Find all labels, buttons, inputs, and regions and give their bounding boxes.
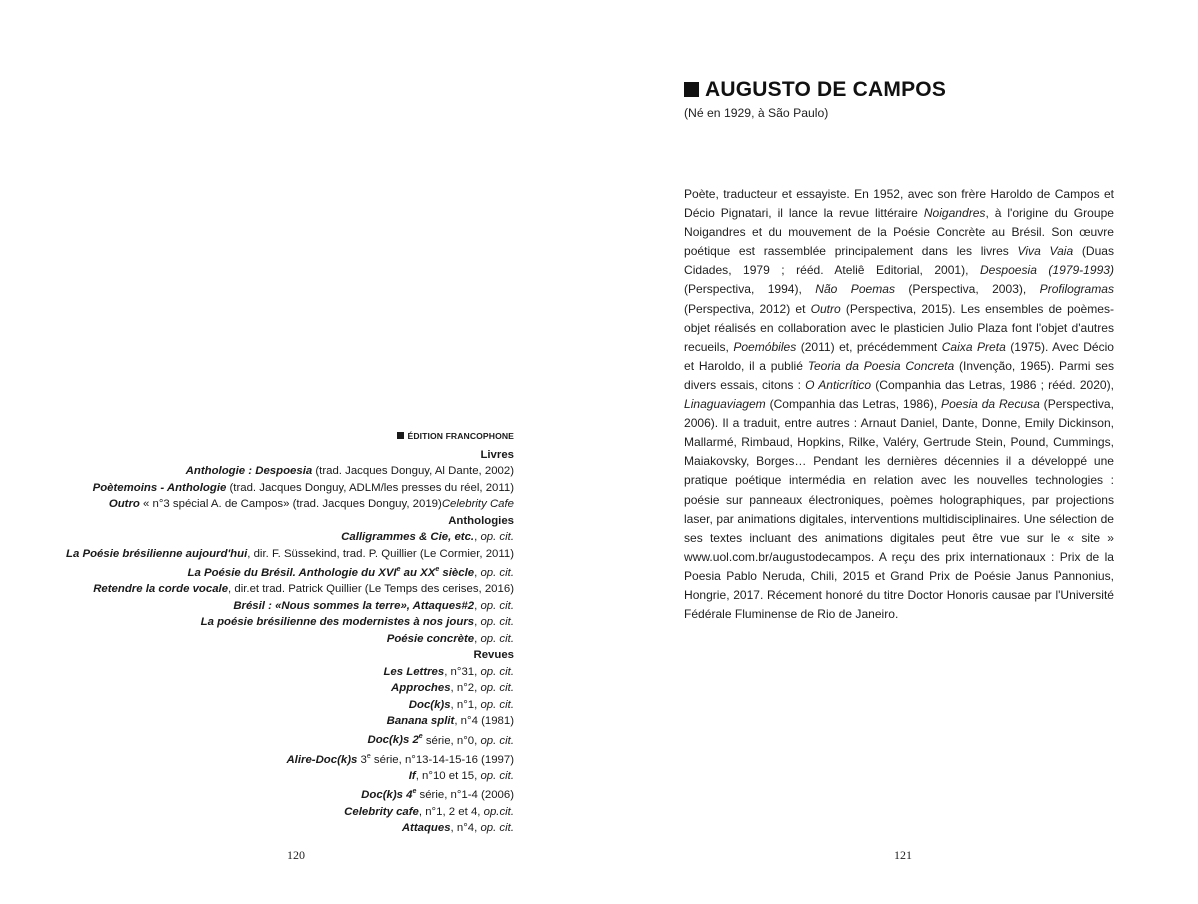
italic-title: Noigandres [923, 206, 986, 221]
bibliography-entry: Attaques, n°4, op. cit. [401, 822, 514, 835]
entry-reference: op. cit. [480, 822, 514, 835]
italic-title: Linaguaviagem [684, 397, 766, 412]
bibliography-entry: Les Lettres, n°31, op. cit. [383, 665, 514, 678]
entry-title: Doc(k)s 4e [361, 788, 417, 802]
entry-reference: op. cit. [480, 682, 514, 695]
italic-title: O Anticrítico [805, 377, 872, 392]
entry-title: Les Lettres [383, 665, 445, 678]
entry-reference: op. cit. [480, 566, 514, 579]
bibliography-entry: Approches, n°2, op. cit. [391, 682, 514, 695]
page-number-left: 120 [287, 848, 305, 862]
superscript: e [418, 733, 423, 741]
livres-list [54, 463, 514, 512]
author-subtitle: (Né en 1929, à São Paulo) [684, 106, 829, 120]
entry-title: Outro [108, 498, 140, 511]
bibliography-entry: Poésie concrète, op. cit. [386, 632, 514, 645]
page-number-right: 121 [894, 848, 912, 862]
entry-title: Calligrammes & Cie, etc. [341, 531, 475, 544]
entry-title: Anthologie : Despoesia [185, 465, 313, 478]
italic-title: Viva Vaia [1017, 244, 1074, 259]
bibliography-entry: If, n°10 et 15, op. cit. [408, 770, 514, 782]
square-bullet-icon [397, 432, 404, 439]
entry-reference: op. cit. [480, 531, 514, 544]
bibliography-entry: Doc(k)s 2e série, n°0, op. cit. [367, 733, 514, 747]
superscript: e [412, 788, 417, 796]
superscript: e [366, 752, 371, 760]
entry-reference: op.cit. [483, 805, 514, 818]
entry-title: Attaques [401, 822, 451, 835]
entry-title: Doc(k)s 2e [367, 733, 423, 747]
anthologies-list [54, 529, 514, 647]
entry-reference: op. cit. [480, 599, 514, 612]
entry-title: Approches [391, 682, 451, 695]
italic-title: Poesia da Recusa [941, 397, 1040, 412]
entry-reference: op. cit. [480, 616, 514, 629]
italic-title: Caixa Preta [941, 339, 1006, 354]
entry-title: If [408, 770, 416, 782]
bibliography-entry: Celebrity cafe, n°1, 2 et 4, op.cit. [344, 805, 514, 818]
author-title: AUGUSTO DE CAMPOS [684, 77, 946, 103]
entry-title: Retendre la corde vocale [93, 583, 229, 596]
bibliography-entry: Poètemoins - Anthologie (trad. Jacques Donguy, ADLM/les presses du réel, 2011) [92, 481, 514, 494]
bibliography-entry: Anthologie : Despoesia (trad. Jacques Donguy, Al Dante, 2002) [185, 465, 514, 478]
entry-title: La Poésie brésilienne aujourd'hui [66, 547, 248, 560]
entry-title: Poètemoins - Anthologie [92, 481, 227, 494]
entry-reference: op. cit. [480, 698, 514, 711]
entry-title: Banana split [386, 715, 455, 728]
revues-list [54, 664, 514, 837]
entry-title: Alire-Doc(k)s [286, 753, 358, 766]
italic-title: Outro [810, 301, 841, 316]
bibliography [54, 429, 514, 837]
bibliography-entry: Calligrammes & Cie, etc., op. cit. [341, 531, 514, 544]
entry-reference: op. cit. [480, 734, 514, 747]
bibliography-entry: La Poésie du Brésil. Anthologie du XVIe au XXe siècle, op. cit. [187, 566, 514, 579]
italic-title: Poemóbiles [733, 339, 797, 354]
italic-title: Profilogramas [1039, 282, 1114, 297]
section-heading: ÉDITION FRANCOPHONE [54, 429, 514, 443]
category-livres: Livres [480, 449, 514, 461]
entry-title: Brésil : «Nous sommes la terre», Attaques#2 [233, 599, 475, 612]
category-anthologies: Anthologies [448, 514, 514, 527]
bibliography-entry: Brésil : «Nous sommes la terre», Attaques#2, op. cit. [233, 599, 514, 612]
italic-title: Despoesia (1979-1993) [979, 263, 1114, 278]
bibliography-entry: La poésie brésilienne des modernistes à nos jours, op. cit. [200, 616, 514, 629]
entry-reference: op. cit. [480, 770, 514, 782]
bibliography-entry: Doc(k)s, n°1, op. cit. [408, 698, 514, 711]
right-page [599, 0, 1198, 904]
bibliography-entry: Alire-Doc(k)s 3e série, n°13-14-15-16 (1997) [286, 752, 514, 766]
italic-title: Teoria da Poesia Concreta [807, 358, 955, 373]
entry-title: Poésie concrète [386, 632, 475, 645]
entry-title: La poésie brésilienne des modernistes à nos jours [200, 616, 475, 629]
entry-reference: op. cit. [480, 632, 514, 645]
bibliography-entry: Banana split, n°4 (1981) [386, 715, 514, 728]
author-biography: Poète, traducteur et essayiste. En 1952, avec son frère Haroldo de Campos et Décio Pignatari, il lance la revue littéraire Noigandres, à l'origine du Groupe Noigandres et du mouvement de la Poésie Concrète au Brésil. Son œuvre poétique est rassemblée principalement dans les livres Viva Vaia (Duas Cidades, 1979 ; rééd. Ateliê Editorial, 2001), Despoesia (1979-1993) (Perspectiva, 1994), Não Poemas (Perspectiva, 2003), Profilogramas (Perspectiva, 2012) et Outro (Perspectiva, 2015). Les ensembles de poèmes-objet réalisés en collaboration avec le plasticien Julio Plaza font l'objet d'autres recueils, Poemóbiles (2011) et, précédemment Caixa Preta (1975). Avec Décio et Haroldo, il a publié Teoria da Poesia Concreta (Invenção, 1965). Parmi ses divers essais, citons : O Anticrítico (Companhia das Letras, 1986 ; rééd. 2020), Linaguaviagem (Companhia das Letras, 1986), Poesia da Recusa (Perspectiva, 2006). Il a traduit, entre autres : Arnaut Daniel, Dante, Donne, Emily Dickinson, Mallarmé, Rimbaud, Hopkins, Rilke, Valéry, Gertrude Stein, Pound, Cummings, Maiakovsky, Borges… Pendant les dernières décennies il a développé une pratique poétique intermédia en relation avec les nouvelles technologies : poésie sur panneaux électroniques, poèmes holographiques, par projections laser, par animations digitales, interventions multidisciplinaires. Une sélection de ses textes incluant des animations digitales peut être vue sur le « site » www.uol.com.br/augustodecampos. A reçu des prix internationaux : Prix de la Poesia Pablo Neruda, Chili, 2015 et Grand Prix de Poésie Janus Pannonius, Hongrie, 2017. Récement honoré du titre Doctor Honoris causae par l'Université Fédérale Fluminense de Rio de Janeiro. [684, 187, 1115, 622]
entry-reference: Celebrity Cafe [441, 498, 514, 511]
bibliography-entry: La Poésie brésilienne aujourd'hui, dir. F. Süssekind, trad. P. Quillier (Le Cormier, 2011) [66, 547, 514, 560]
entry-title: La Poésie du Brésil. Anthologie du XVIe au XXe siècle [187, 566, 475, 579]
bibliography-entry: Outro « n°3 spécial A. de Campos» (trad. Jacques Donguy, 2019)Celebrity Cafe [108, 498, 514, 511]
bibliography-entry: Retendre la corde vocale, dir.et trad. Patrick Quillier (Le Temps des cerises, 2016) [93, 583, 514, 596]
superscript: e [435, 566, 440, 574]
bibliography-entry: Doc(k)s 4e série, n°1-4 (2006) [361, 788, 514, 802]
entry-title: Doc(k)s [408, 698, 451, 711]
italic-title: Não Poemas [815, 282, 895, 297]
category-revues: Revues [473, 649, 514, 662]
square-bullet-icon [684, 82, 699, 97]
superscript: e [396, 566, 401, 574]
entry-reference: op. cit. [480, 665, 514, 678]
entry-title: Celebrity cafe [344, 805, 419, 818]
